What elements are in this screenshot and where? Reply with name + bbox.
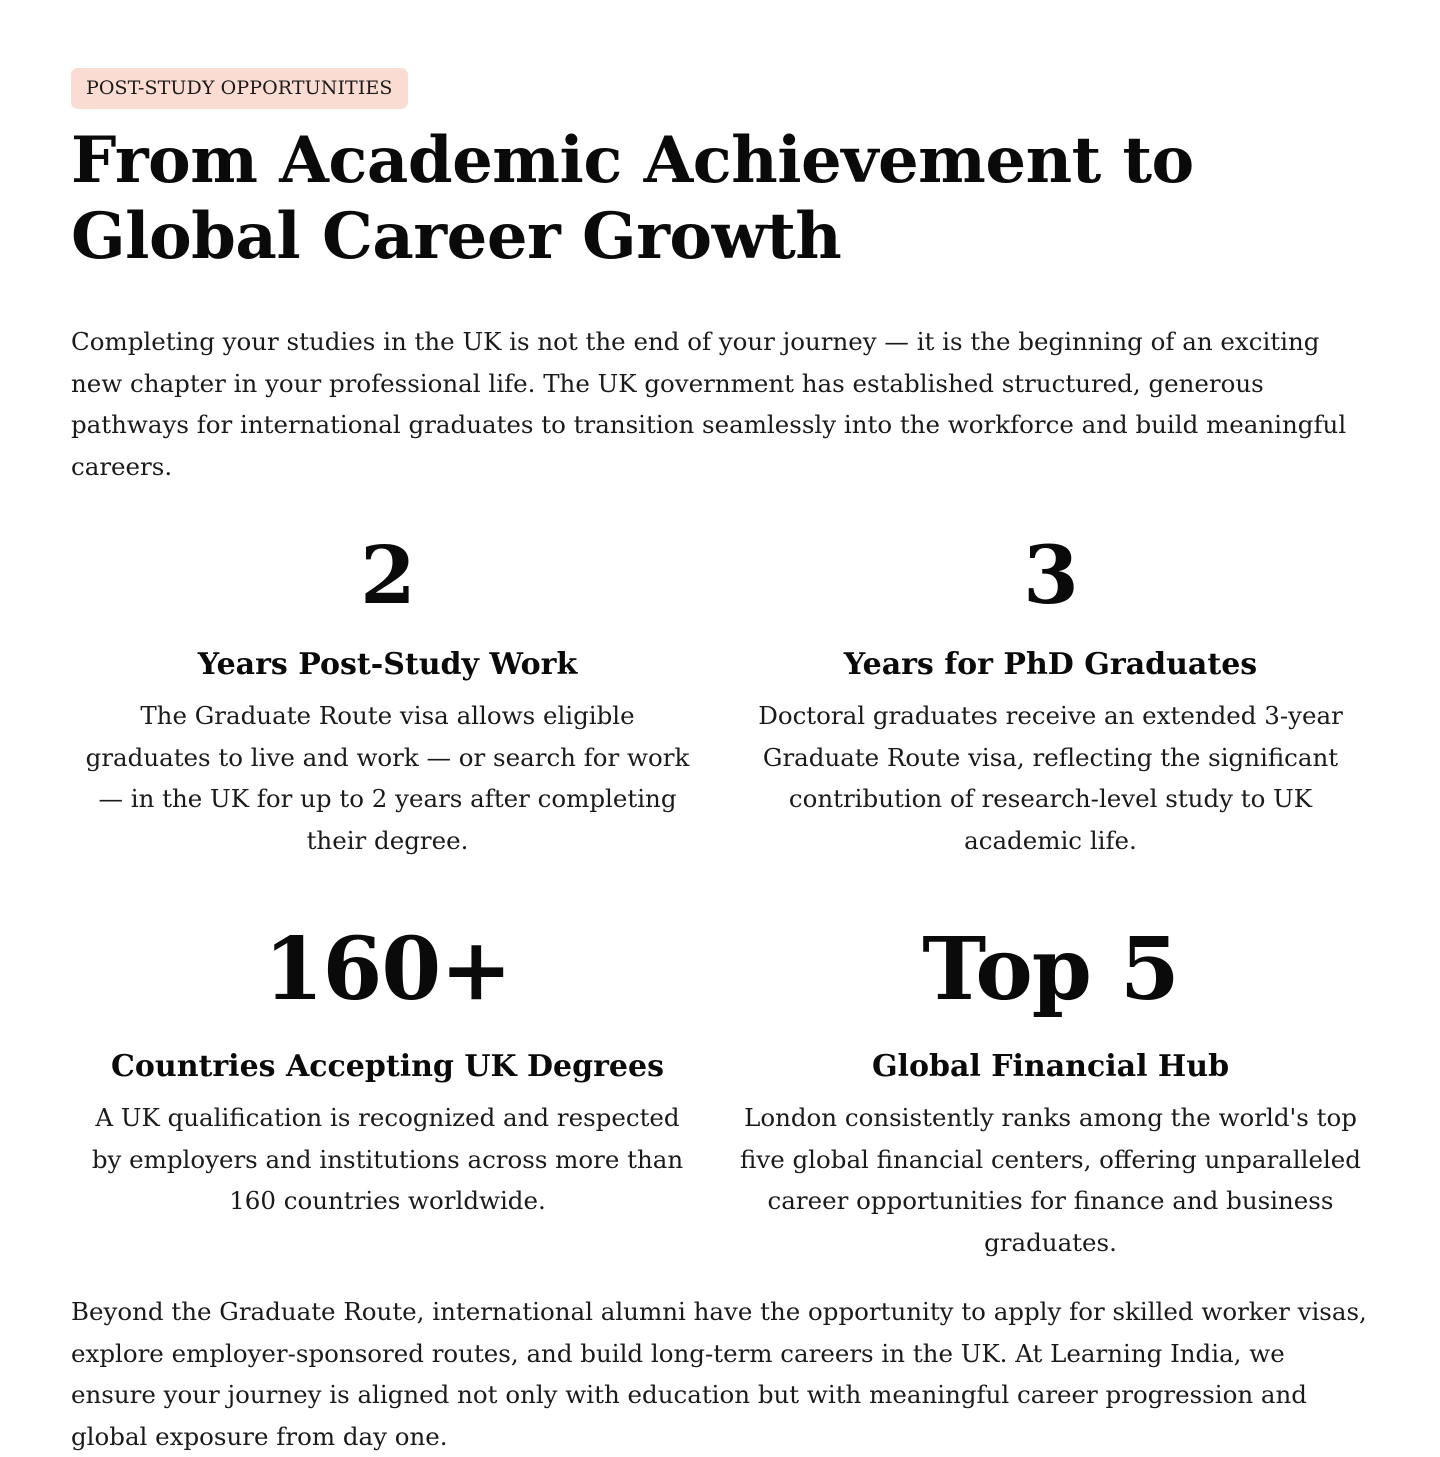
stat-description: A UK qualification is recognized and respected by employers and institutions across more than 160 countries worldwide. — [91, 1103, 684, 1215]
stat-phd-graduates — [734, 527, 1367, 861]
intro-paragraph: Completing your studies in the UK is not the end of your journey — it is the beginning of an exciting new chapter in your professional life. The UK government has established structured, generous pathways for international graduates to transition seamlessly into the workforce and build meaningful careers. — [71, 327, 1347, 481]
section-badge: POST-STUDY OPPORTUNITIES — [71, 68, 408, 109]
outro-paragraph: Beyond the Graduate Route, international alumni have the opportunity to apply for skilled worker visas, explore employer-sponsored routes, and build long-term careers in the UK. At Learning India, we ensure your journey is aligned not only with education but with meaningful career progression and global exposure from day one. — [71, 1297, 1367, 1451]
stat-number: 160+ — [263, 919, 512, 1020]
stat-post-study-work — [71, 527, 704, 861]
stat-label: Years for PhD Graduates — [843, 647, 1258, 682]
stat-label: Global Financial Hub — [871, 1049, 1230, 1084]
stat-description: London consistently ranks among the world's top five global financial centers, offering unparalleled career opportunities for finance and business graduates. — [740, 1103, 1361, 1257]
stat-number: Top 5 — [922, 919, 1179, 1020]
stat-financial-hub — [734, 919, 1367, 1263]
stat-description: Doctoral graduates receive an extended 3-year Graduate Route visa, reflecting the significant contribution of research-level study to UK academic life. — [758, 701, 1343, 855]
stat-label: Countries Accepting UK Degrees — [111, 1049, 664, 1084]
page-title: From Academic Achievement to Global Career Growth — [71, 123, 1194, 274]
stat-number: 3 — [1023, 528, 1078, 622]
stat-label: Years Post-Study Work — [197, 647, 578, 682]
stat-number: 2 — [360, 528, 415, 622]
stats-grid — [71, 527, 1369, 1263]
stat-description: The Graduate Route visa allows eligible graduates to live and work — or search for work — in the UK for up to 2 years after completing their degree. — [85, 701, 690, 855]
stat-countries-accepting — [71, 919, 704, 1263]
